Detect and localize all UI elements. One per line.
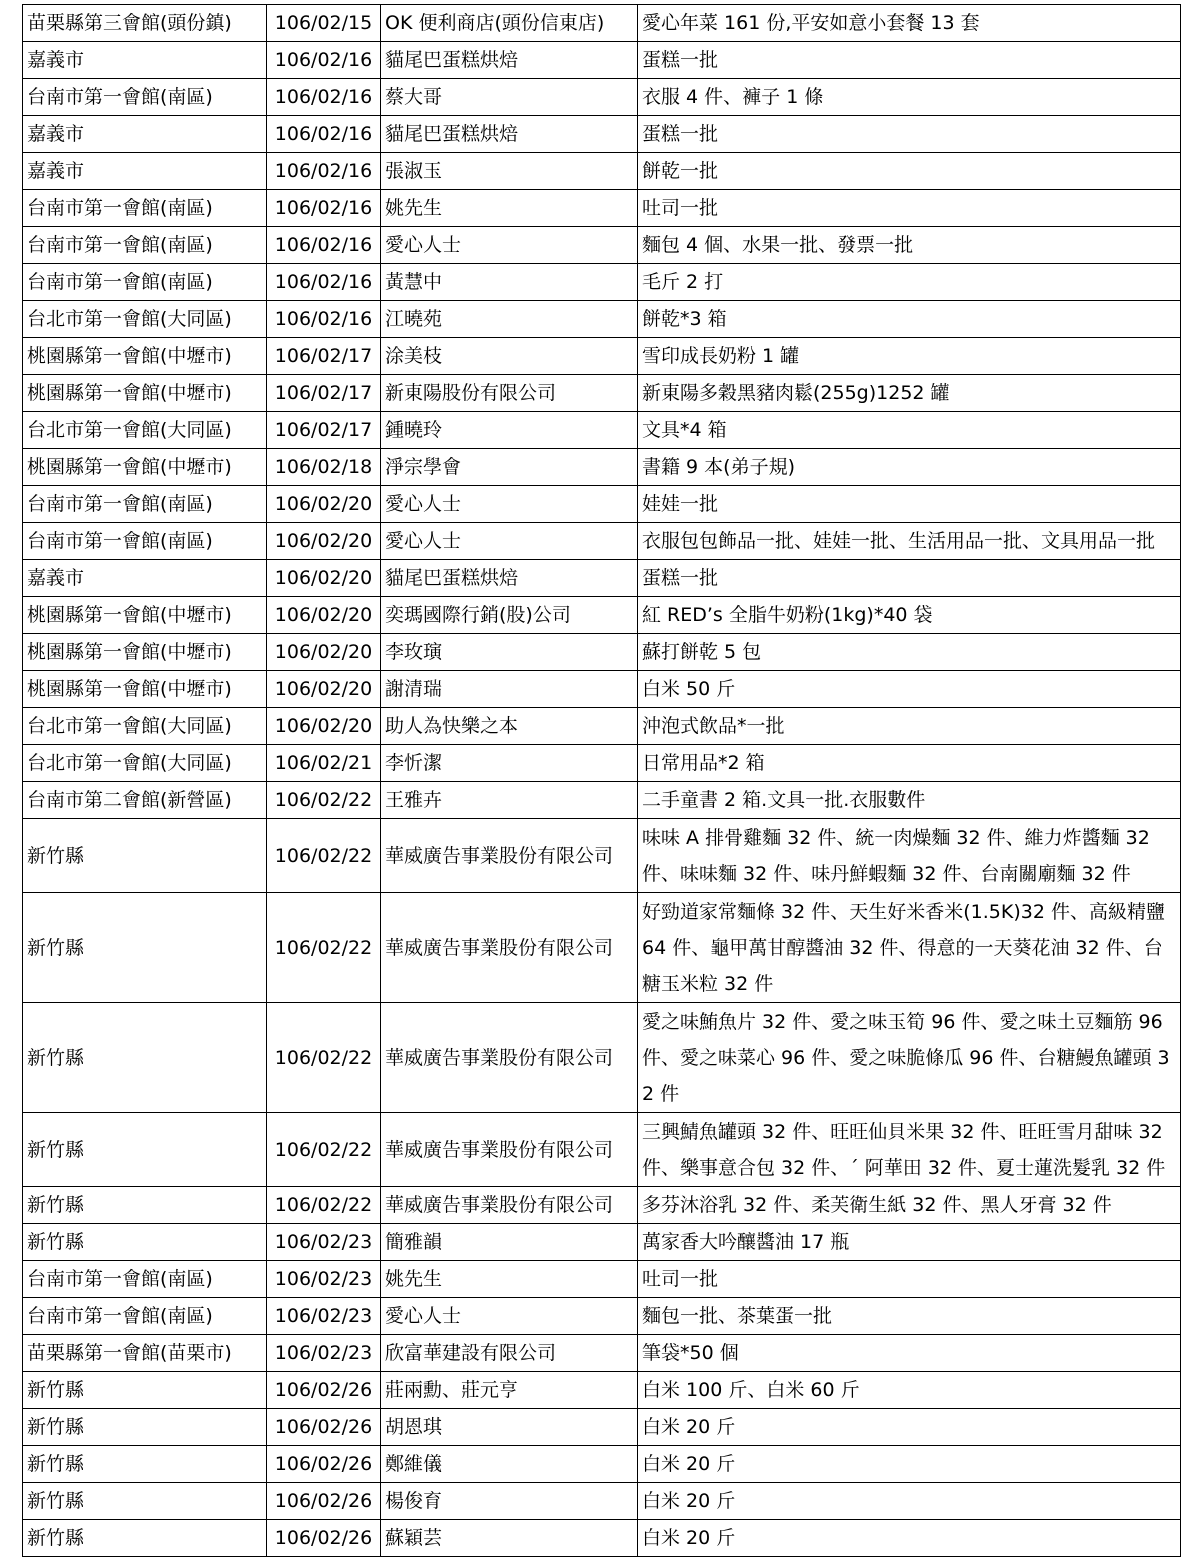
location-cell: 台北市第一會館(大同區) bbox=[23, 708, 267, 745]
donor-cell: 王雅卉 bbox=[381, 782, 638, 819]
item-cell: 吐司一批 bbox=[638, 190, 1181, 227]
donor-cell: 愛心人士 bbox=[381, 486, 638, 523]
donor-cell: 胡恩琪 bbox=[381, 1409, 638, 1446]
location-cell: 苗栗縣第一會館(苗栗市) bbox=[23, 1335, 267, 1372]
item-cell: 多芬沐浴乳 32 件、柔芙衛生紙 32 件、黑人牙膏 32 件 bbox=[638, 1187, 1181, 1224]
item-cell: 蘇打餅乾 5 包 bbox=[638, 634, 1181, 671]
date-cell: 106/02/16 bbox=[267, 264, 381, 301]
table-row bbox=[23, 671, 1181, 708]
item-cell: 毛斤 2 打 bbox=[638, 264, 1181, 301]
donor-cell: 助人為快樂之本 bbox=[381, 708, 638, 745]
donor-cell: 鄭維儀 bbox=[381, 1446, 638, 1483]
date-cell: 106/02/26 bbox=[267, 1483, 381, 1520]
item-cell: 白米 20 斤 bbox=[638, 1446, 1181, 1483]
table-row bbox=[23, 42, 1181, 79]
item-cell: 衣服包包飾品一批、娃娃一批、生活用品一批、文具用品一批 bbox=[638, 523, 1181, 560]
date-cell: 106/02/23 bbox=[267, 1335, 381, 1372]
date-cell: 106/02/16 bbox=[267, 190, 381, 227]
item-cell: 文具*4 箱 bbox=[638, 412, 1181, 449]
table-row bbox=[23, 5, 1181, 42]
donor-cell: OK 便利商店(頭份信東店) bbox=[381, 5, 638, 42]
item-cell: 日常用品*2 箱 bbox=[638, 745, 1181, 782]
donor-cell: 李忻潔 bbox=[381, 745, 638, 782]
table-row bbox=[23, 1298, 1181, 1335]
location-cell: 新竹縣 bbox=[23, 1113, 267, 1187]
table-row bbox=[23, 79, 1181, 116]
location-cell: 新竹縣 bbox=[23, 1520, 267, 1557]
item-cell: 二手童書 2 箱.文具一批.衣服數件 bbox=[638, 782, 1181, 819]
location-cell: 台南市第一會館(南區) bbox=[23, 227, 267, 264]
date-cell: 106/02/20 bbox=[267, 634, 381, 671]
donor-cell: 華威廣告事業股份有限公司 bbox=[381, 1003, 638, 1113]
table-row bbox=[23, 227, 1181, 264]
location-cell: 台南市第一會館(南區) bbox=[23, 264, 267, 301]
date-cell: 106/02/20 bbox=[267, 708, 381, 745]
table-row bbox=[23, 264, 1181, 301]
item-cell: 愛之味鮪魚片 32 件、愛之味玉筍 96 件、愛之味土豆麵筋 96 件、愛之味菜心 96 件、愛之味脆條瓜 96 件、台糖鰻魚罐頭 32 件 bbox=[638, 1003, 1181, 1113]
donor-cell: 華威廣告事業股份有限公司 bbox=[381, 893, 638, 1003]
table-row bbox=[23, 708, 1181, 745]
table-row bbox=[23, 1187, 1181, 1224]
item-cell: 娃娃一批 bbox=[638, 486, 1181, 523]
donor-cell: 李玫璌 bbox=[381, 634, 638, 671]
location-cell: 嘉義市 bbox=[23, 153, 267, 190]
donor-cell: 張淑玉 bbox=[381, 153, 638, 190]
location-cell: 台北市第一會館(大同區) bbox=[23, 301, 267, 338]
date-cell: 106/02/16 bbox=[267, 153, 381, 190]
table-row bbox=[23, 1520, 1181, 1557]
location-cell: 台南市第一會館(南區) bbox=[23, 190, 267, 227]
item-cell: 蛋糕一批 bbox=[638, 42, 1181, 79]
donor-cell: 貓尾巴蛋糕烘焙 bbox=[381, 560, 638, 597]
table-row bbox=[23, 301, 1181, 338]
date-cell: 106/02/26 bbox=[267, 1409, 381, 1446]
date-cell: 106/02/21 bbox=[267, 745, 381, 782]
item-cell: 白米 20 斤 bbox=[638, 1520, 1181, 1557]
donor-cell: 欣富華建設有限公司 bbox=[381, 1335, 638, 1372]
donor-cell: 鍾曉玲 bbox=[381, 412, 638, 449]
donor-cell: 姚先生 bbox=[381, 1261, 638, 1298]
date-cell: 106/02/22 bbox=[267, 1187, 381, 1224]
item-cell: 餅乾一批 bbox=[638, 153, 1181, 190]
location-cell: 台南市第一會館(南區) bbox=[23, 523, 267, 560]
location-cell: 嘉義市 bbox=[23, 560, 267, 597]
donor-cell: 莊兩勳、莊元亨 bbox=[381, 1372, 638, 1409]
donation-record-page bbox=[22, 4, 1180, 1557]
table-row bbox=[23, 1372, 1181, 1409]
table-row bbox=[23, 1409, 1181, 1446]
donor-cell: 淨宗學會 bbox=[381, 449, 638, 486]
table-row bbox=[23, 745, 1181, 782]
donation-table-body bbox=[23, 5, 1181, 1557]
date-cell: 106/02/23 bbox=[267, 1261, 381, 1298]
date-cell: 106/02/23 bbox=[267, 1298, 381, 1335]
location-cell: 台南市第一會館(南區) bbox=[23, 79, 267, 116]
location-cell: 新竹縣 bbox=[23, 819, 267, 893]
table-row bbox=[23, 116, 1181, 153]
donor-cell: 謝清瑞 bbox=[381, 671, 638, 708]
date-cell: 106/02/20 bbox=[267, 597, 381, 634]
item-cell: 白米 20 斤 bbox=[638, 1409, 1181, 1446]
item-cell: 萬家香大吟釀醬油 17 瓶 bbox=[638, 1224, 1181, 1261]
donor-cell: 蘇穎芸 bbox=[381, 1520, 638, 1557]
location-cell: 新竹縣 bbox=[23, 1409, 267, 1446]
location-cell: 桃園縣第一會館(中壢市) bbox=[23, 338, 267, 375]
item-cell: 餅乾*3 箱 bbox=[638, 301, 1181, 338]
date-cell: 106/02/22 bbox=[267, 1003, 381, 1113]
donation-table bbox=[22, 4, 1181, 1557]
donor-cell: 愛心人士 bbox=[381, 1298, 638, 1335]
location-cell: 桃園縣第一會館(中壢市) bbox=[23, 449, 267, 486]
item-cell: 筆袋*50 個 bbox=[638, 1335, 1181, 1372]
table-row bbox=[23, 375, 1181, 412]
date-cell: 106/02/26 bbox=[267, 1372, 381, 1409]
table-row bbox=[23, 338, 1181, 375]
item-cell: 白米 50 斤 bbox=[638, 671, 1181, 708]
location-cell: 新竹縣 bbox=[23, 1446, 267, 1483]
table-row bbox=[23, 782, 1181, 819]
location-cell: 新竹縣 bbox=[23, 1224, 267, 1261]
date-cell: 106/02/20 bbox=[267, 523, 381, 560]
table-row bbox=[23, 486, 1181, 523]
donor-cell: 愛心人士 bbox=[381, 523, 638, 560]
table-row bbox=[23, 1261, 1181, 1298]
location-cell: 苗栗縣第三會館(頭份鎮) bbox=[23, 5, 267, 42]
item-cell: 沖泡式飲品*一批 bbox=[638, 708, 1181, 745]
table-row bbox=[23, 1483, 1181, 1520]
date-cell: 106/02/22 bbox=[267, 1113, 381, 1187]
item-cell: 白米 100 斤、白米 60 斤 bbox=[638, 1372, 1181, 1409]
location-cell: 桃園縣第一會館(中壢市) bbox=[23, 671, 267, 708]
item-cell: 吐司一批 bbox=[638, 1261, 1181, 1298]
location-cell: 桃園縣第一會館(中壢市) bbox=[23, 597, 267, 634]
location-cell: 嘉義市 bbox=[23, 42, 267, 79]
item-cell: 紅 RED’s 全脂牛奶粉(1kg)*40 袋 bbox=[638, 597, 1181, 634]
donor-cell: 蔡大哥 bbox=[381, 79, 638, 116]
item-cell: 新東陽多穀黑豬肉鬆(255g)1252 罐 bbox=[638, 375, 1181, 412]
table-row bbox=[23, 1003, 1181, 1113]
item-cell: 三興鯖魚罐頭 32 件、旺旺仙貝米果 32 件、旺旺雪月甜味 32 件、樂事意合包 32 件、ˊ 阿華田 32 件、夏士蓮洗髮乳 32 件 bbox=[638, 1113, 1181, 1187]
table-row bbox=[23, 1113, 1181, 1187]
location-cell: 台南市第二會館(新營區) bbox=[23, 782, 267, 819]
table-row bbox=[23, 819, 1181, 893]
table-row bbox=[23, 893, 1181, 1003]
item-cell: 雪印成長奶粉 1 罐 bbox=[638, 338, 1181, 375]
location-cell: 台南市第一會館(南區) bbox=[23, 1298, 267, 1335]
date-cell: 106/02/20 bbox=[267, 671, 381, 708]
date-cell: 106/02/23 bbox=[267, 1224, 381, 1261]
donor-cell: 華威廣告事業股份有限公司 bbox=[381, 819, 638, 893]
table-row bbox=[23, 523, 1181, 560]
item-cell: 味味 A 排骨雞麵 32 件、統一肉燥麵 32 件、維力炸醬麵 32 件、味味麵 32 件、味丹鮮蝦麵 32 件、台南關廟麵 32 件 bbox=[638, 819, 1181, 893]
table-row bbox=[23, 1335, 1181, 1372]
item-cell: 衣服 4 件、褲子 1 條 bbox=[638, 79, 1181, 116]
date-cell: 106/02/20 bbox=[267, 486, 381, 523]
table-row bbox=[23, 1224, 1181, 1261]
date-cell: 106/02/26 bbox=[267, 1520, 381, 1557]
location-cell: 新竹縣 bbox=[23, 893, 267, 1003]
location-cell: 嘉義市 bbox=[23, 116, 267, 153]
date-cell: 106/02/16 bbox=[267, 116, 381, 153]
donor-cell: 黃慧中 bbox=[381, 264, 638, 301]
location-cell: 台南市第一會館(南區) bbox=[23, 1261, 267, 1298]
date-cell: 106/02/16 bbox=[267, 79, 381, 116]
location-cell: 台南市第一會館(南區) bbox=[23, 486, 267, 523]
date-cell: 106/02/17 bbox=[267, 338, 381, 375]
date-cell: 106/02/22 bbox=[267, 782, 381, 819]
table-row bbox=[23, 449, 1181, 486]
item-cell: 麵包一批、茶葉蛋一批 bbox=[638, 1298, 1181, 1335]
donor-cell: 涂美枝 bbox=[381, 338, 638, 375]
location-cell: 新竹縣 bbox=[23, 1187, 267, 1224]
table-row bbox=[23, 412, 1181, 449]
item-cell: 書籍 9 本(弟子規) bbox=[638, 449, 1181, 486]
table-row bbox=[23, 634, 1181, 671]
donor-cell: 簡雅韻 bbox=[381, 1224, 638, 1261]
location-cell: 桃園縣第一會館(中壢市) bbox=[23, 634, 267, 671]
location-cell: 桃園縣第一會館(中壢市) bbox=[23, 375, 267, 412]
donor-cell: 貓尾巴蛋糕烘焙 bbox=[381, 42, 638, 79]
date-cell: 106/02/22 bbox=[267, 819, 381, 893]
donor-cell: 楊俊育 bbox=[381, 1483, 638, 1520]
item-cell: 好勁道家常麵條 32 件、天生好米香米(1.5K)32 件、高級精鹽 64 件、龜甲萬甘醇醬油 32 件、得意的一天葵花油 32 件、台糖玉米粒 32 件 bbox=[638, 893, 1181, 1003]
donor-cell: 貓尾巴蛋糕烘焙 bbox=[381, 116, 638, 153]
item-cell: 蛋糕一批 bbox=[638, 116, 1181, 153]
date-cell: 106/02/20 bbox=[267, 560, 381, 597]
item-cell: 白米 20 斤 bbox=[638, 1483, 1181, 1520]
table-row bbox=[23, 153, 1181, 190]
table-row bbox=[23, 560, 1181, 597]
date-cell: 106/02/17 bbox=[267, 375, 381, 412]
donor-cell: 華威廣告事業股份有限公司 bbox=[381, 1187, 638, 1224]
date-cell: 106/02/26 bbox=[267, 1446, 381, 1483]
table-row bbox=[23, 1446, 1181, 1483]
location-cell: 新竹縣 bbox=[23, 1003, 267, 1113]
table-row bbox=[23, 597, 1181, 634]
table-row bbox=[23, 190, 1181, 227]
location-cell: 新竹縣 bbox=[23, 1483, 267, 1520]
date-cell: 106/02/16 bbox=[267, 42, 381, 79]
item-cell: 蛋糕一批 bbox=[638, 560, 1181, 597]
location-cell: 新竹縣 bbox=[23, 1372, 267, 1409]
donor-cell: 奕瑪國際行銷(股)公司 bbox=[381, 597, 638, 634]
donor-cell: 華威廣告事業股份有限公司 bbox=[381, 1113, 638, 1187]
item-cell: 愛心年菜 161 份,平安如意小套餐 13 套 bbox=[638, 5, 1181, 42]
date-cell: 106/02/18 bbox=[267, 449, 381, 486]
date-cell: 106/02/15 bbox=[267, 5, 381, 42]
date-cell: 106/02/17 bbox=[267, 412, 381, 449]
date-cell: 106/02/16 bbox=[267, 301, 381, 338]
donor-cell: 姚先生 bbox=[381, 190, 638, 227]
location-cell: 台北市第一會館(大同區) bbox=[23, 745, 267, 782]
location-cell: 台北市第一會館(大同區) bbox=[23, 412, 267, 449]
donor-cell: 江曉苑 bbox=[381, 301, 638, 338]
date-cell: 106/02/22 bbox=[267, 893, 381, 1003]
donor-cell: 新東陽股份有限公司 bbox=[381, 375, 638, 412]
date-cell: 106/02/16 bbox=[267, 227, 381, 264]
item-cell: 麵包 4 個、水果一批、發票一批 bbox=[638, 227, 1181, 264]
donor-cell: 愛心人士 bbox=[381, 227, 638, 264]
